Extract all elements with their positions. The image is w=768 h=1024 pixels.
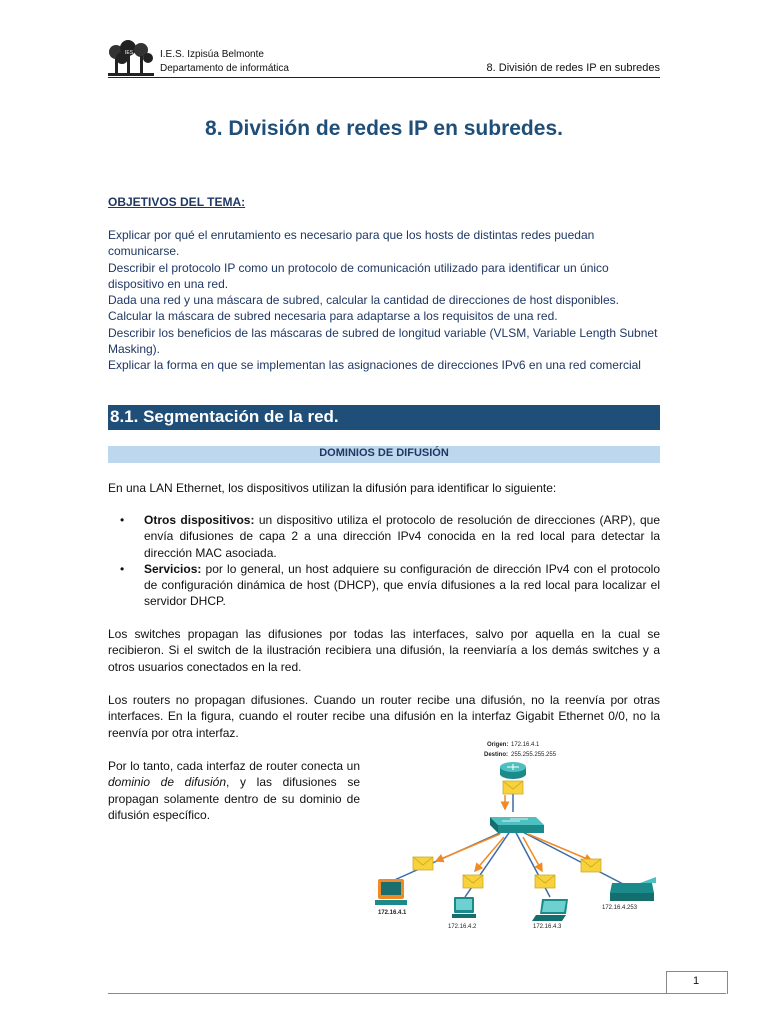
bullet-text: un dispositivo utiliza el protocolo de resolución de direcciones (ARP), que envía difusiones de capa 2 a una dirección IPv4 conocida en la red local para detectar la dirección MAC asociada. bbox=[144, 513, 661, 560]
footer-rule bbox=[108, 993, 726, 994]
router-icon bbox=[500, 762, 526, 779]
origin-label: Origen: bbox=[487, 742, 509, 748]
envelope-icon bbox=[535, 875, 555, 888]
envelope-icon bbox=[463, 875, 483, 888]
bullet-item bbox=[108, 512, 660, 561]
svg-text:IES: IES bbox=[125, 50, 134, 56]
envelope-icon bbox=[413, 857, 433, 870]
objective-item: Dada una red y una máscara de subred, calcular la cantidad de direcciones de host disponibles. bbox=[108, 293, 619, 308]
header-rule bbox=[108, 77, 660, 78]
envelope-icon bbox=[503, 781, 523, 794]
laptop-icon bbox=[532, 899, 568, 921]
routers-paragraph: Los routers no propagan difusiones. Cuando un router recibe una difusión, no la reenvía por otras interfaces. En la figura, cuando el router recibe una difusión en la interfaz Gigabit Ethernet 0/0, no la reenvía por otra interfaz. bbox=[108, 693, 660, 740]
desktop-pc-icon bbox=[452, 897, 476, 918]
switch-icon bbox=[490, 817, 544, 833]
origin-value: 172.16.4.1 bbox=[511, 742, 540, 748]
host-label: 172.16.4.2 bbox=[448, 924, 477, 930]
host-label: 172.16.4.253 bbox=[602, 905, 638, 911]
header-school: I.E.S. Izpisúa Belmonte bbox=[160, 49, 264, 60]
section-heading-bar bbox=[108, 405, 660, 430]
subheading-bar bbox=[108, 446, 660, 463]
domain-term: dominio de difusión bbox=[108, 775, 227, 790]
domain-text-post: , y las difusiones se propagan solamente dentro de su dominio de difusión específico. bbox=[108, 775, 360, 822]
switches-paragraph: Los switches propagan las difusiones por todas las interfaces, salvo por aquella en la cual se recibieron. Si el switch de la ilustración recibiera una difusión, la reenviaría a los demás switches y a otros usuarios conectados en la red. bbox=[108, 627, 660, 674]
section-heading: 8.1. Segmentación de la red. bbox=[110, 407, 339, 426]
page-number: 1 bbox=[692, 975, 700, 987]
school-logo bbox=[108, 40, 154, 78]
intro-paragraph: En una LAN Ethernet, los dispositivos utilizan la difusión para identificar lo siguiente: bbox=[108, 481, 557, 495]
bullet-term: Servicios: bbox=[144, 561, 202, 576]
objective-item: Describir el protocolo IP como un protocolo de comunicación utilizado para identificar un único dispositivo en una red. bbox=[108, 260, 609, 291]
bullet-dot-icon: • bbox=[120, 561, 125, 576]
document-title: 8. División de redes IP en subredes. bbox=[205, 117, 563, 140]
desktop-pc-icon bbox=[375, 879, 407, 905]
objective-item: Explicar la forma en que se implementan las asignaciones de direcciones IPv6 en una red comercial bbox=[108, 358, 641, 373]
bullet-term: Otros dispositivos: bbox=[144, 513, 255, 527]
domain-text-pre: Por lo tanto, cada interfaz de router conecta un bbox=[108, 759, 360, 773]
dest-value: 255.255.255.255 bbox=[511, 752, 557, 758]
subheading: DOMINIOS DE DIFUSIÓN bbox=[319, 447, 449, 459]
broadcast-diagram bbox=[370, 737, 670, 937]
dest-label: Destino: bbox=[484, 752, 508, 758]
header-chapter: 8. División de redes IP en subredes bbox=[486, 62, 660, 74]
header-department: Departamento de informática bbox=[160, 63, 289, 74]
host-label: 172.16.4.3 bbox=[533, 924, 562, 930]
bullet-item bbox=[108, 561, 660, 610]
bullet-text: por lo general, un host adquiere su configuración de dirección IPv4 con el protocolo de configuración dinámica de host (DHCP), que envía difusiones a la red local para localizar el servidor DHCP. bbox=[144, 561, 660, 609]
objective-item: Explicar por qué el enrutamiento es necesario para que los hosts de distintas redes puedan comunicarse. bbox=[108, 228, 595, 259]
envelope-icon bbox=[581, 859, 601, 872]
bullet-dot-icon: • bbox=[120, 513, 125, 527]
host-label: 172.16.4.1 bbox=[378, 910, 407, 916]
objectives-list bbox=[108, 227, 660, 374]
objective-item: Describir los beneficios de las máscaras de subred de longitud variable (VLSM, Variable Length Subnet Masking). bbox=[108, 325, 658, 357]
domain-paragraph bbox=[108, 758, 360, 823]
objectives-heading: OBJETIVOS DEL TEMA: bbox=[108, 195, 246, 209]
bullet-list bbox=[108, 512, 660, 610]
objective-item: Calcular la máscara de subred necesaria para adaptarse a los requisitos de una red. bbox=[108, 309, 558, 324]
